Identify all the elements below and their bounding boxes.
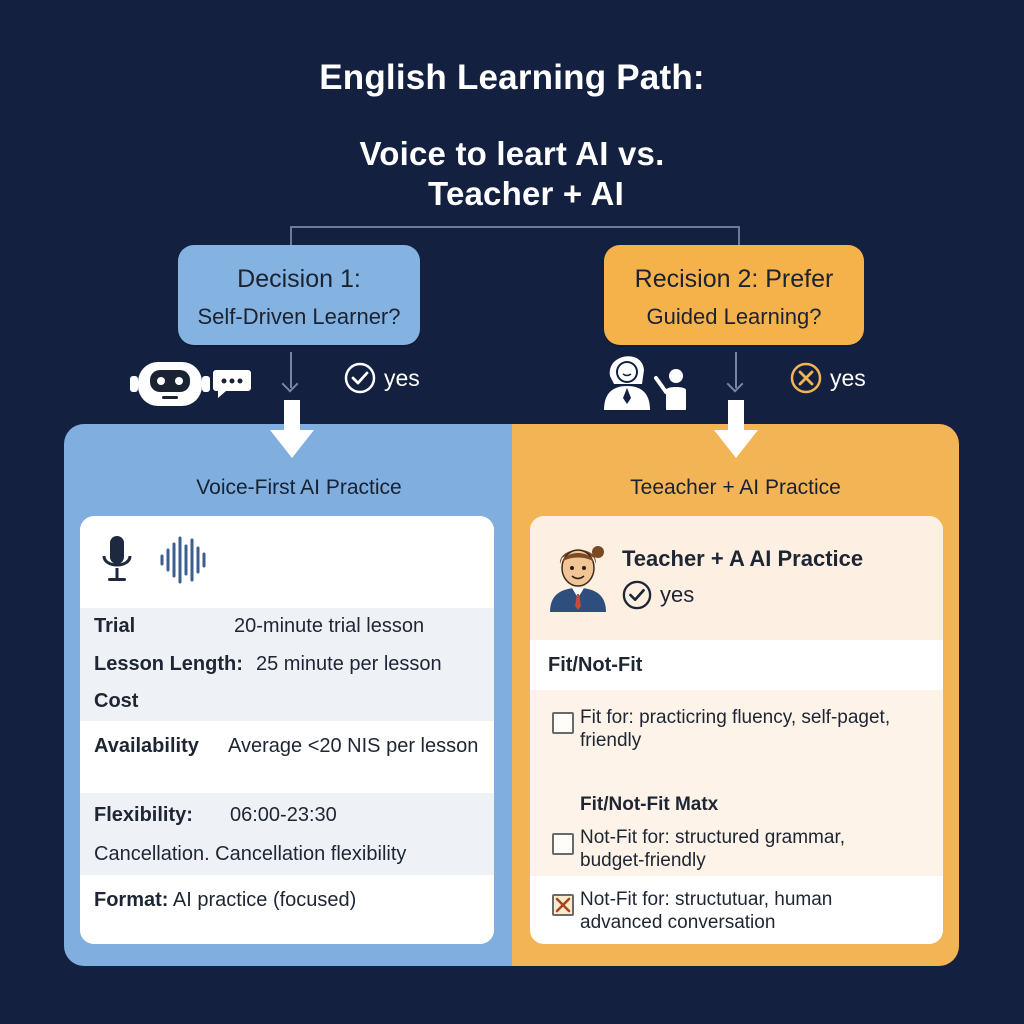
left-down-arrow-icon xyxy=(268,400,316,460)
teacher-avatar-icon xyxy=(546,538,610,612)
voice-first-panel-title: Voice-First AI Practice xyxy=(196,476,402,499)
teacher-card-answer xyxy=(622,580,694,610)
fit-item-3-line1: Not-Fit for: structutuar, human xyxy=(580,889,833,910)
teacher-card-answer-label: yes xyxy=(660,582,695,607)
fit-item-2-line2: budget-friendly xyxy=(580,850,706,871)
sound-wave-icon xyxy=(158,534,214,586)
fit-item-1-checkbox[interactable] xyxy=(552,712,574,734)
trial-value: 20-minute trial lesson xyxy=(234,615,425,637)
decision-2-answer xyxy=(790,362,866,394)
cost-label: Cost xyxy=(94,690,139,712)
flexibility-label: Flexibility: xyxy=(94,804,193,826)
format-value: AI practice (focused) xyxy=(172,889,357,911)
check-circle-icon xyxy=(622,580,652,610)
page-subtitle xyxy=(0,134,1024,214)
teacher-ai-details-card xyxy=(530,516,943,944)
decision-1-question: Self-Driven Learner? xyxy=(197,304,401,329)
cancellation-value: Cancellation. Cancellation flexibility xyxy=(94,843,407,865)
robot-icon xyxy=(130,358,210,410)
fit-item-1-line1: Fit for: practicring fluency, self-paget, xyxy=(580,707,891,728)
fit-item-3-checkbox[interactable] xyxy=(552,894,574,916)
availability-value: Average <20 NIS per lesson xyxy=(228,735,479,757)
decision-1-box xyxy=(178,245,420,345)
decision-1-arrow xyxy=(290,352,292,388)
decision-2-answer-label: yes xyxy=(830,364,866,391)
decision-2-box xyxy=(604,245,864,345)
decision-1-answer xyxy=(344,362,420,394)
availability-label: Availability xyxy=(94,735,199,757)
teacher-student-icon xyxy=(596,346,692,412)
flexibility-value: 06:00-23:30 xyxy=(230,804,337,826)
fit-item-1-line2: friendly xyxy=(580,730,642,751)
decision-1-answer-label: yes xyxy=(384,364,420,391)
decision-2-question: Guided Learning? xyxy=(646,304,822,329)
fit-item-2-line1: Not-Fit for: structured grammar, xyxy=(580,827,846,848)
page-title: English Learning Path: xyxy=(319,58,705,97)
format-row xyxy=(94,889,356,912)
fit-item-3-line2: advanced conversation xyxy=(580,912,776,933)
x-circle-icon xyxy=(790,362,822,394)
lesson-length-label: Lesson Length: xyxy=(94,653,243,675)
decision-2-title: Recision 2: Prefer xyxy=(634,265,834,293)
chat-bubble-icon xyxy=(212,368,252,400)
microphone-icon xyxy=(100,534,134,586)
format-label: Format: xyxy=(94,889,169,911)
fit-item-2-checkbox[interactable] xyxy=(552,833,574,855)
trial-label: Trial xyxy=(94,615,136,637)
voice-first-details-card xyxy=(80,516,494,944)
fit-not-fit-header: Fit/Not-Fit xyxy=(548,654,643,676)
decision-1-title: Decision 1: xyxy=(237,265,361,293)
lesson-length-value: 25 minute per lesson xyxy=(256,653,442,675)
subtitle-line-1: Voice to leart AI vs. xyxy=(359,135,665,172)
teacher-card-title: Teacher + A AI Practice xyxy=(622,546,864,571)
teacher-ai-panel-title: Teeacher + AI Practice xyxy=(630,476,841,499)
right-down-arrow-icon xyxy=(712,400,760,460)
decision-2-arrow xyxy=(735,352,737,388)
check-circle-icon xyxy=(344,362,376,394)
subtitle-line-2: Teacher + AI xyxy=(428,175,624,212)
x-mark-icon xyxy=(554,896,572,914)
branch-connector xyxy=(290,226,740,246)
fit-matrix-subheader: Fit/Not-Fit Matx xyxy=(580,794,719,815)
